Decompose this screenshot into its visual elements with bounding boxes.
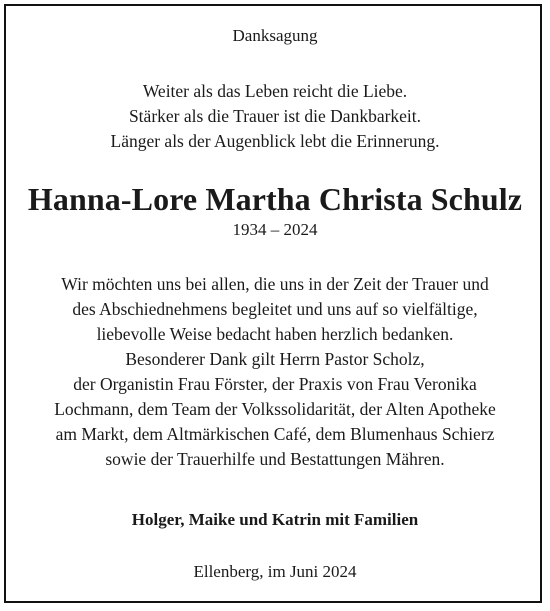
message-line: am Markt, dem Altmärkischen Café, dem Blumenhaus Schierz: [55, 424, 495, 444]
message-line: liebevolle Weise bedacht haben herzlich bedanken.: [96, 324, 454, 344]
poem-line: Länger als der Augenblick lebt die Erinnerung.: [110, 131, 440, 151]
message-line: Lochmann, dem Team der Volkssolidarität, der Alten Apotheke: [54, 399, 496, 419]
message-line: der Organistin Frau Förster, der Praxis von Frau Veronika: [73, 374, 477, 394]
deceased-name: Hanna-Lore Martha Christa Schulz: [27, 181, 523, 217]
thank-you-message: [0, 272, 550, 472]
message-line: sowie der Trauerhilfe und Bestattungen Mähren.: [105, 449, 445, 469]
notice-heading: Danksagung: [232, 26, 318, 45]
poem-verse: [0, 79, 550, 154]
place-and-date: Ellenberg, im Juni 2024: [193, 562, 357, 581]
poem-line: Weiter als das Leben reicht die Liebe.: [142, 81, 408, 101]
message-line: Wir möchten uns bei allen, die uns in der Zeit der Trauer und: [61, 274, 489, 294]
message-line: Besonderer Dank gilt Herrn Pastor Scholz,: [125, 349, 425, 369]
family-signoff: Holger, Maike und Katrin mit Familien: [131, 510, 419, 529]
poem-line: Stärker als die Trauer ist die Dankbarkeit.: [128, 106, 422, 126]
message-line: des Abschiednehmens begleitet und uns auf so vielfältige,: [72, 299, 478, 319]
life-dates: 1934 – 2024: [232, 220, 318, 239]
